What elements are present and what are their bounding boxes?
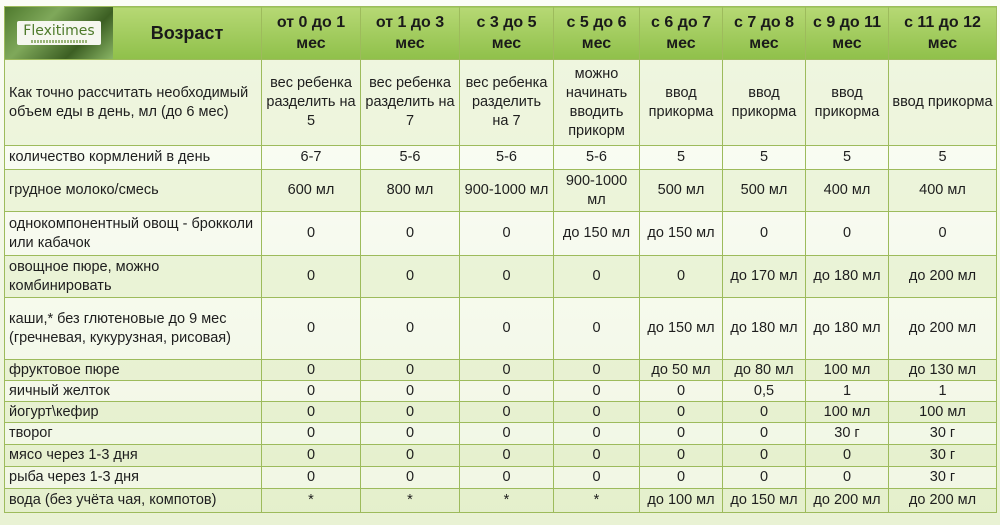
table-cell: 0 [361,298,460,360]
table-row [5,60,997,146]
table-cell: 5-6 [361,146,460,170]
table-row [5,212,997,256]
table-cell: 0 [640,381,723,402]
table-cell: * [554,489,640,513]
table-row [5,402,997,423]
table-cell: 0 [262,212,361,256]
table-cell: 5 [640,146,723,170]
table-cell: 100 мл [806,402,889,423]
table-cell: 0 [640,467,723,489]
header-corner [5,7,262,60]
feeding-table [4,6,997,513]
table-cell: 0 [262,298,361,360]
table-row [5,146,997,170]
table-cell: 0 [554,298,640,360]
table-cell: 0 [262,381,361,402]
table-cell: 0 [361,467,460,489]
table-cell: до 180 мл [723,298,806,360]
row-label: мясо через 1-3 дня [5,445,262,467]
row-label: овощное пюре, можно комбинировать [5,256,262,298]
table-cell: 30 г [889,423,997,445]
table-cell: ввод прикорма [889,60,997,146]
table-cell: 600 мл [262,170,361,212]
header-column: с 7 до 8 мес [723,7,806,60]
table-cell: 0 [554,445,640,467]
header-column: с 9 до 11 мес [806,7,889,60]
table-cell: 5 [806,146,889,170]
logo [5,7,113,59]
table-cell: 1 [889,381,997,402]
table-cell: 5 [723,146,806,170]
table-cell: до 100 мл [640,489,723,513]
header-column: с 3 до 5 мес [460,7,554,60]
table-row [5,360,997,381]
table-cell: * [361,489,460,513]
table-cell: 0 [460,381,554,402]
table-cell: до 150 мл [640,212,723,256]
table-cell: вес ребенка разделить на 7 [361,60,460,146]
table-cell: 5 [889,146,997,170]
table-row [5,256,997,298]
table-cell: 0 [554,381,640,402]
table-cell: 0 [460,445,554,467]
row-label: яичный желток [5,381,262,402]
table-row [5,445,997,467]
table-row [5,423,997,445]
table-cell: 0 [460,467,554,489]
table-cell: 500 мл [723,170,806,212]
header-column: с 6 до 7 мес [640,7,723,60]
table-cell: 0 [723,212,806,256]
table-cell: 0 [554,402,640,423]
table-cell: 5-6 [554,146,640,170]
table-cell: вес ребенка разделить на 7 [460,60,554,146]
table-cell: 500 мл [640,170,723,212]
table-cell: ввод прикорма [806,60,889,146]
table-cell: 0 [361,381,460,402]
table-cell: до 170 мл [723,256,806,298]
table-cell: 30 г [889,445,997,467]
table-cell: 0 [262,402,361,423]
table-cell: 0 [554,467,640,489]
table-cell: 0 [262,467,361,489]
header-column: от 1 до 3 мес [361,7,460,60]
table-cell: 0 [554,256,640,298]
table-cell: 0 [889,212,997,256]
table-cell: 100 мл [889,402,997,423]
table-cell: 0 [806,467,889,489]
table-cell: до 80 мл [723,360,806,381]
header-column: с 11 до 12 мес [889,7,997,60]
table-cell: 0 [262,445,361,467]
table-cell: 0 [723,445,806,467]
header-title: Возраст [150,22,224,43]
table-cell: 900-1000 мл [554,170,640,212]
table-cell: * [460,489,554,513]
header-column: с 5 до 6 мес [554,7,640,60]
table-cell: до 200 мл [889,489,997,513]
logo-underline [31,40,87,43]
table-cell: 0 [640,445,723,467]
table-row [5,381,997,402]
row-label: количество кормлений в день [5,146,262,170]
logo-text: Flexitimes [23,23,95,39]
table-cell: 0,5 [723,381,806,402]
table-cell: 0 [460,298,554,360]
table-row [5,467,997,489]
row-label: йогурт\кефир [5,402,262,423]
table-cell: до 50 мл [640,360,723,381]
table-cell: 0 [806,445,889,467]
table-cell: 800 мл [361,170,460,212]
table-cell: 0 [460,256,554,298]
table-cell: 0 [361,402,460,423]
table-cell: 0 [640,423,723,445]
table-cell: вес ребенка разделить на 5 [262,60,361,146]
table-cell: 0 [361,445,460,467]
table-cell: 30 г [889,467,997,489]
table-cell: 400 мл [806,170,889,212]
table-cell: 0 [262,256,361,298]
table-cell: 0 [806,212,889,256]
table-cell: 0 [723,467,806,489]
table-cell: 400 мл [889,170,997,212]
table-cell: 0 [460,423,554,445]
table-cell: можно начинать вводить прикорм [554,60,640,146]
table-cell: до 180 мл [806,298,889,360]
table-cell: до 200 мл [889,256,997,298]
table-cell: ввод прикорма [723,60,806,146]
table-body [5,60,997,513]
table-cell: 0 [361,360,460,381]
table-cell: ввод прикорма [640,60,723,146]
table-cell: 0 [262,360,361,381]
table-cell: 6-7 [262,146,361,170]
table-cell: 0 [640,402,723,423]
table-cell: 0 [723,402,806,423]
row-label: каши,* без глютеновые до 9 мес (гречневая, кукурузная, рисовая) [5,298,262,360]
row-label: рыба через 1-3 дня [5,467,262,489]
logo-box [17,21,100,45]
row-label: грудное молоко/смесь [5,170,262,212]
header-row [5,7,997,60]
table-cell: 0 [723,423,806,445]
table-cell: 100 мл [806,360,889,381]
table-cell: до 200 мл [889,298,997,360]
table-cell: 0 [460,360,554,381]
table-cell: до 150 мл [723,489,806,513]
table-row [5,489,997,513]
table-cell: до 200 мл [806,489,889,513]
row-label: фруктовое пюре [5,360,262,381]
table-cell: 1 [806,381,889,402]
table-cell: до 150 мл [554,212,640,256]
table-row [5,298,997,360]
table-cell: 0 [361,423,460,445]
table-cell: 0 [460,402,554,423]
table-cell: 900-1000 мл [460,170,554,212]
table-cell: 0 [554,360,640,381]
header-column: от 0 до 1 мес [262,7,361,60]
table-cell: 0 [361,212,460,256]
row-label: вода (без учёта чая, компотов) [5,489,262,513]
table-cell: 0 [554,423,640,445]
table-cell: до 180 мл [806,256,889,298]
table-row [5,170,997,212]
table-cell: 5-6 [460,146,554,170]
row-label: Как точно рассчитать необходимый объем еды в день, мл (до 6 мес) [5,60,262,146]
row-label: однокомпонентный овощ - брокколи или кабачок [5,212,262,256]
table-cell: 0 [640,256,723,298]
table-cell: 0 [460,212,554,256]
table-cell: 30 г [806,423,889,445]
table-cell: до 130 мл [889,360,997,381]
table-cell: 0 [262,423,361,445]
row-label: творог [5,423,262,445]
table-cell: * [262,489,361,513]
table-cell: 0 [361,256,460,298]
table-cell: до 150 мл [640,298,723,360]
